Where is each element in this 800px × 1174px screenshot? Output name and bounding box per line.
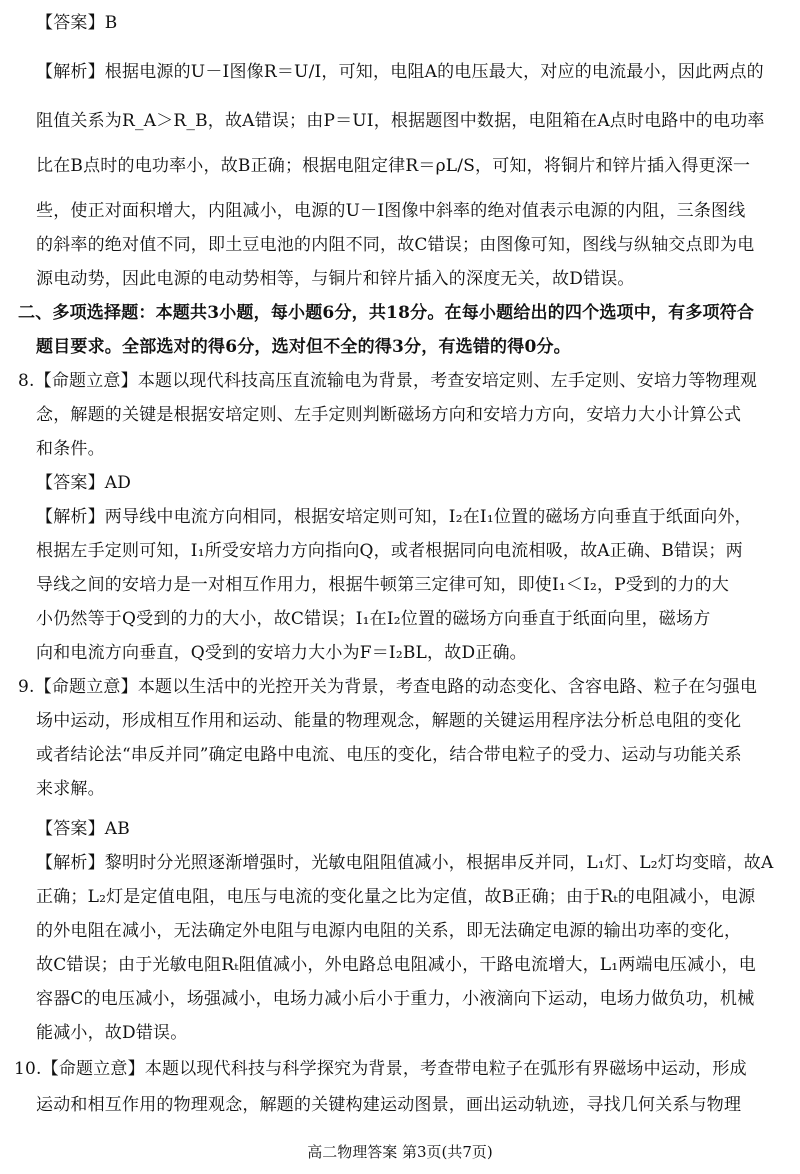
analysis-line: 向和电流方向垂直，Q受到的安培力大小为F＝I₂BL，故D正确。 (36, 643, 527, 663)
question-10-intent: 运动和相互作用的物理观念，解题的关键构建运动图景，画出运动轨迹，寻找几何关系与物理 (36, 1095, 742, 1115)
section-heading: 二、多项选择题：本题共3小题，每小题6分，共18分。在每小题给出的四个选项中，有多项符合 (18, 303, 755, 323)
question-8-intent: 和条件。 (36, 439, 105, 459)
analysis-line: 正确；L₂灯是定值电阻，电压与电流的变化量之比为定值，故B正确；由于Rₜ的电阻减小，电源 (36, 887, 756, 907)
analysis-line: 导线之间的安培力是一对相互作用力，根据牛顿第三定律可知，即使I₁＜I₂，P受到的力的大 (36, 575, 730, 595)
answer-label-q7: 【答案】B (36, 13, 118, 33)
question-9-intent: 场中运动，形成相互作用和运动、能量的物理观念，解题的关键运用程序法分析总电阻的变化 (36, 711, 742, 731)
answer-label-q8: 【答案】AD (36, 473, 132, 493)
question-10-intent: 10.【命题立意】本题以现代科技与科学探究为背景，考查带电粒子在弧形有界磁场中运动，形成 (14, 1059, 747, 1079)
answer-label-q9: 【答案】AB (36, 819, 130, 839)
analysis-line: 根据左手定则可知，I₁所受安培力方向指向Q，或者根据同向电流相吸，故A正确、B错误；两 (36, 541, 743, 561)
analysis-line: 容器C的电压减小，场强减小，电场力减小后小于重力，小液滴向下运动，电场力做负功，机械 (36, 989, 755, 1009)
question-9-intent: 来求解。 (36, 779, 105, 799)
analysis-line: 能减小，故D错误。 (36, 1023, 188, 1043)
page-footer: 高二物理答案 第3页(共7页) (307, 1143, 493, 1161)
question-9-intent: 9.【命题立意】本题以生活中的光控开关为背景，考查电路的动态变化、含容电路、粒子在匀强电 (18, 677, 758, 697)
analysis-line: 小仍然等于Q受到的力的大小，故C错误；I₁在I₂位置的磁场方向垂直于纸面向里，磁场方 (36, 609, 711, 629)
analysis-line: 的外电阻在减小，无法确定外电阻与电源内电阻的关系，即无法确定电源的输出功率的变化， (36, 921, 742, 941)
analysis-line: 源电动势，因此电源的电动势相等，与铜片和锌片插入的深度无关，故D错误。 (36, 269, 635, 289)
analysis-line: 【解析】两导线中电流方向相同，根据安培定则可知，I₂在I₁位置的磁场方向垂直于纸面向外， (36, 507, 752, 527)
analysis-line: 【解析】根据电源的U－I图像R＝U/I，可知，电阻A的电压最大，对应的电流最小，因此两点的 (36, 62, 764, 82)
analysis-line: 【解析】黎明时分光照逐渐增强时，光敏电阻阻值减小，根据串反并同，L₁灯、L₂灯均变暗，故A (36, 853, 774, 873)
question-8-intent: 8.【命题立意】本题以现代科技高压直流输电为背景，考查安培定则、左手定则、安培力等物理观 (18, 371, 758, 391)
analysis-line: 的斜率的绝对值不同，即土豆电池的内阻不同，故C错误；由图像可知，图线与纵轴交点即为电 (36, 235, 755, 255)
analysis-line: 些，使正对面积增大，内阻减小，电源的U－I图像中斜率的绝对值表示电源的内阻，三条图线 (36, 201, 746, 221)
section-heading: 题目要求。全部选对的得6分，选对但不全的得3分，有选错的得0分。 (36, 337, 571, 357)
analysis-line: 故C错误；由于光敏电阻Rₜ阻值减小，外电路总电阻减小，干路电流增大，L₁两端电压减小，电 (36, 955, 756, 975)
analysis-line: 比在B点时的电功率小，故B正确；根据电阻定律R＝ρL/S，可知，将铜片和锌片插入得更深一 (36, 156, 751, 176)
analysis-line: 阻值关系为R_A＞R_B，故A错误；由P＝UI，根据题图中数据，电阻箱在A点时电路中的电功率 (36, 111, 765, 131)
question-9-intent: 或者结论法“串反并同”确定电路中电流、电压的变化，结合带电粒子的受力、运动与功能关系 (36, 745, 742, 765)
question-8-intent: 念，解题的关键是根据安培定则、左手定则判断磁场方向和安培力方向，安培力大小计算公式 (36, 405, 742, 425)
